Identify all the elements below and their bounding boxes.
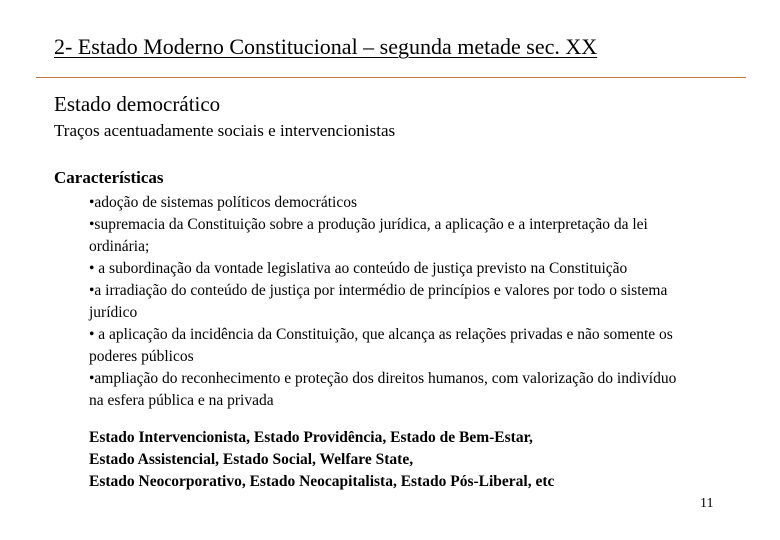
characteristic-line: •a irradiação do conteúdo de justiça por intermédio de princípios e valores por todo o sistema xyxy=(89,282,668,299)
characteristic-item xyxy=(89,192,779,214)
traits-text: Traços acentuadamente sociais e intervencionistas xyxy=(54,121,396,140)
characteristic-line: jurídico xyxy=(89,304,138,321)
characteristic-line: poderes públicos xyxy=(89,348,194,365)
state-names-line: Estado Neocorporativo, Estado Neocapitalista, Estado Pós-Liberal, etc xyxy=(89,473,555,490)
characteristics-list xyxy=(89,192,779,412)
characteristic-line: •supremacia da Constituição sobre a produção jurídica, a aplicação e a interpretação da lei xyxy=(89,216,648,233)
characteristic-line: • a subordinação da vontade legislativa ao conteúdo de justiça previsto na Constituição xyxy=(89,260,628,277)
characteristic-line: •adoção de sistemas políticos democráticos xyxy=(89,194,357,211)
characteristic-item xyxy=(89,258,779,280)
characteristic-line: •ampliação do reconhecimento e proteção dos direitos humanos, com valorização do indivíduo xyxy=(89,370,677,387)
characteristic-line: ordinária; xyxy=(89,238,150,255)
characteristic-item xyxy=(89,280,779,324)
characteristic-line: • a aplicação da incidência da Constituição, que alcança as relações privadas e não somente os xyxy=(89,326,673,343)
subtitle: Estado democrático xyxy=(54,92,221,116)
page-number: 11 xyxy=(700,496,714,511)
characteristic-item xyxy=(89,214,779,258)
state-names-line: Estado Intervencionista, Estado Providência, Estado de Bem-Estar, xyxy=(89,429,533,446)
characteristics-heading: Características xyxy=(54,168,164,187)
characteristic-item xyxy=(89,324,779,368)
characteristic-line: na esfera pública e na privada xyxy=(89,392,274,409)
state-names xyxy=(89,427,554,493)
state-names-line: Estado Assistencial, Estado Social, Welfare State, xyxy=(89,451,414,468)
title-divider xyxy=(36,77,746,78)
characteristic-item xyxy=(89,368,779,412)
slide-title: 2- Estado Moderno Constitucional – segunda metade sec. XX xyxy=(54,34,598,59)
